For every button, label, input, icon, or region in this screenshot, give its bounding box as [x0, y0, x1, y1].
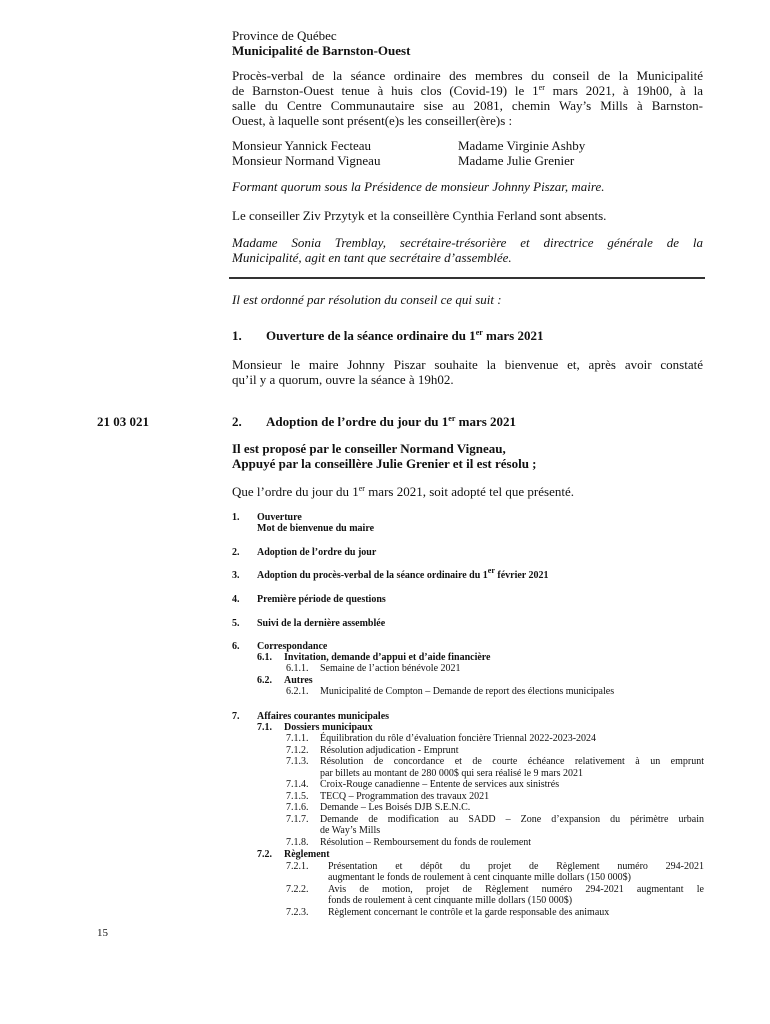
absent-statement: Le conseiller Ziv Przytyk et la conseillère Cynthia Ferland sont absents.: [232, 208, 607, 223]
intro-line-2: de Barnston-Ouest tenue à huis clos (Covid-19) le 1er mars 2021, à 19h00, à la: [232, 83, 703, 98]
section-1-title: 1. Ouverture de la séance ordinaire du 1er mars 2021: [232, 328, 544, 343]
proposed-by: Il est proposé par le conseiller Normand Vigneau,: [232, 441, 506, 456]
section-1-line-2: qu’il y a quorum, ouvre la séance à 19h02.: [232, 372, 454, 387]
attendees-list: [232, 138, 703, 168]
province-name: Province de Québec: [232, 28, 337, 43]
attendees-row: [232, 138, 703, 153]
section-1-line-1: Monsieur le maire Johnny Piszar souhaite la bienvenue et, après avoir constaté: [232, 357, 703, 372]
secretary-line-2: Municipalité, agit en tant que secrétaire d’assemblée.: [232, 250, 512, 265]
quorum-statement: Formant quorum sous la Présidence de monsieur Johnny Piszar, maire.: [232, 179, 605, 194]
header: [232, 28, 703, 58]
ordered-statement: Il est ordonné par résolution du conseil ce qui suit :: [232, 292, 502, 307]
resolution-movers: [232, 441, 703, 471]
municipality-name: Municipalité de Barnston-Ouest: [232, 43, 411, 58]
attendee: Madame Virginie Ashby: [458, 138, 586, 153]
attendee: Monsieur Yannick Fecteau: [232, 138, 372, 153]
intro-line-1: Procès-verbal de la séance ordinaire des membres du conseil de la Municipalité: [232, 68, 703, 83]
horizontal-rule: [229, 277, 705, 279]
secretary-statement: [232, 235, 703, 265]
section-1-body: [232, 357, 703, 387]
intro-line-4: Ouest, à laquelle sont présent(e)s les conseiller(ère)s :: [232, 113, 513, 128]
section-2-title: 2. Adoption de l’ordre du jour du 1er mars 2021: [232, 414, 517, 429]
adoption-statement: Que l’ordre du jour du 1er mars 2021, soit adopté tel que présenté.: [232, 484, 574, 499]
intro-line-3: salle du Centre Communautaire sise au 2081, chemin Way’s Mills à Barnston-: [232, 98, 703, 113]
seconded-by: Appuyé par la conseillère Julie Grenier et il est résolu ;: [232, 456, 537, 471]
attendees-row: [232, 153, 703, 168]
intro-paragraph: [232, 68, 703, 128]
attendee: Monsieur Normand Vigneau: [232, 153, 381, 168]
secretary-line-1: Madame Sonia Tremblay, secrétaire-trésorière et directrice générale de la: [232, 235, 703, 250]
attendee: Madame Julie Grenier: [458, 153, 575, 168]
page-number: 15: [97, 927, 108, 939]
resolution-number: 21 03 021: [97, 414, 149, 429]
document-page: Province de Québec Municipalité de Barnston-Ouest Procès-verbal de la séance ordinaire des membres du conseil de la Municipalité de Barnston-Ouest tenue à huis clos (Covid-19) le 1er mars 2021, à 19h00, à la salle du Centre Communautaire sise au 2081, chemin Way’s Mills à Barnston- Ouest, à laquelle sont présent(e)s les conseiller(ère)s : Monsieur Yannick Fecteau Madame Virginie Ashby Monsieur Normand Vigneau Madame Julie Grenier Formant quorum sous la Présidence de monsieur Johnny Piszar, maire. Le conseiller Ziv Przytyk et la conseillère Cynthia Ferland sont absents. Madame Sonia Tremblay, secrétaire-trésorière et directrice générale de la Municipalité, agit en tant que secrétaire d’assemblée. Il est ordonné par résolution du conseil ce qui suit : 1. Ouverture de la séance ordinaire du 1er mars 2021 Monsieur le maire Johnny Piszar souhaite la bienvenue et, après avoir constaté qu’il y a quorum, ouvre la séance à 19h02. 21 03 021 2. Adoption de l’ordre du jour du 1er mars 2021 Il est proposé par le conseiller Normand Vigneau, Appuyé par la conseillère Julie Grenier et il est résolu ; Que l’ordre du jour du 1er mars 2021, soit adopté tel que présenté. 1. Ouverture Mot de bienvenue du maire 2. Adoption de l’ordre du jour 3. Adoption du procès-verbal de la séance ordinaire du 1er février 2021 4. Première période de questions 5. Suivi de la dernière assemblée 6. Correspondance 6.1. Invitation, demande d’appui et d’aide financière 6.1.1. Semaine de l’action bénévole 2021 6.2. Autres 6.2.1. Municipalité de Compton – Demande de report des élections municipales 7. Affaires courantes municipales 7.1. Dossiers municipaux 7.1.1. Équilibration du rôle d’évaluation foncière Triennal 2022-2023-2024 7.1.2. Résolution adjudication - Emprunt 7.1.3. Résolution de concordance et de courte échéance relativement à un emprunt par billets au montant de 280 000$ qui sera réalisé le 9 mars 2021 7.1.4. Croix-Rouge canadienne – Entente de services aux sinistrés 7.1.5. TECQ – Programmation des travaux 2021 7.1.6. Demande – Les Boisés DJB S.E.N.C. 7.1.7. Demande de modification au SADD – Zone d’expansion du périmètre urbain de Way’s Mills 7.1.8. Résolution – Remboursement du fonds de roulement 7.2. Règlement 7.2.1. Présentation et dépôt du projet de Règlement numéro 294-2021 augmentant le fonds de roulement à cent cinquante mille dollars (150 000$) 7.2.2. Avis de motion, projet de Règlement numéro 294-2021 augmentant le fonds de roulement à cent cinquante mille dollars (150 000$) 7.2.3. Règlement concernant le contrôle et la garde responsable des animaux 15: [97, 28, 704, 939]
